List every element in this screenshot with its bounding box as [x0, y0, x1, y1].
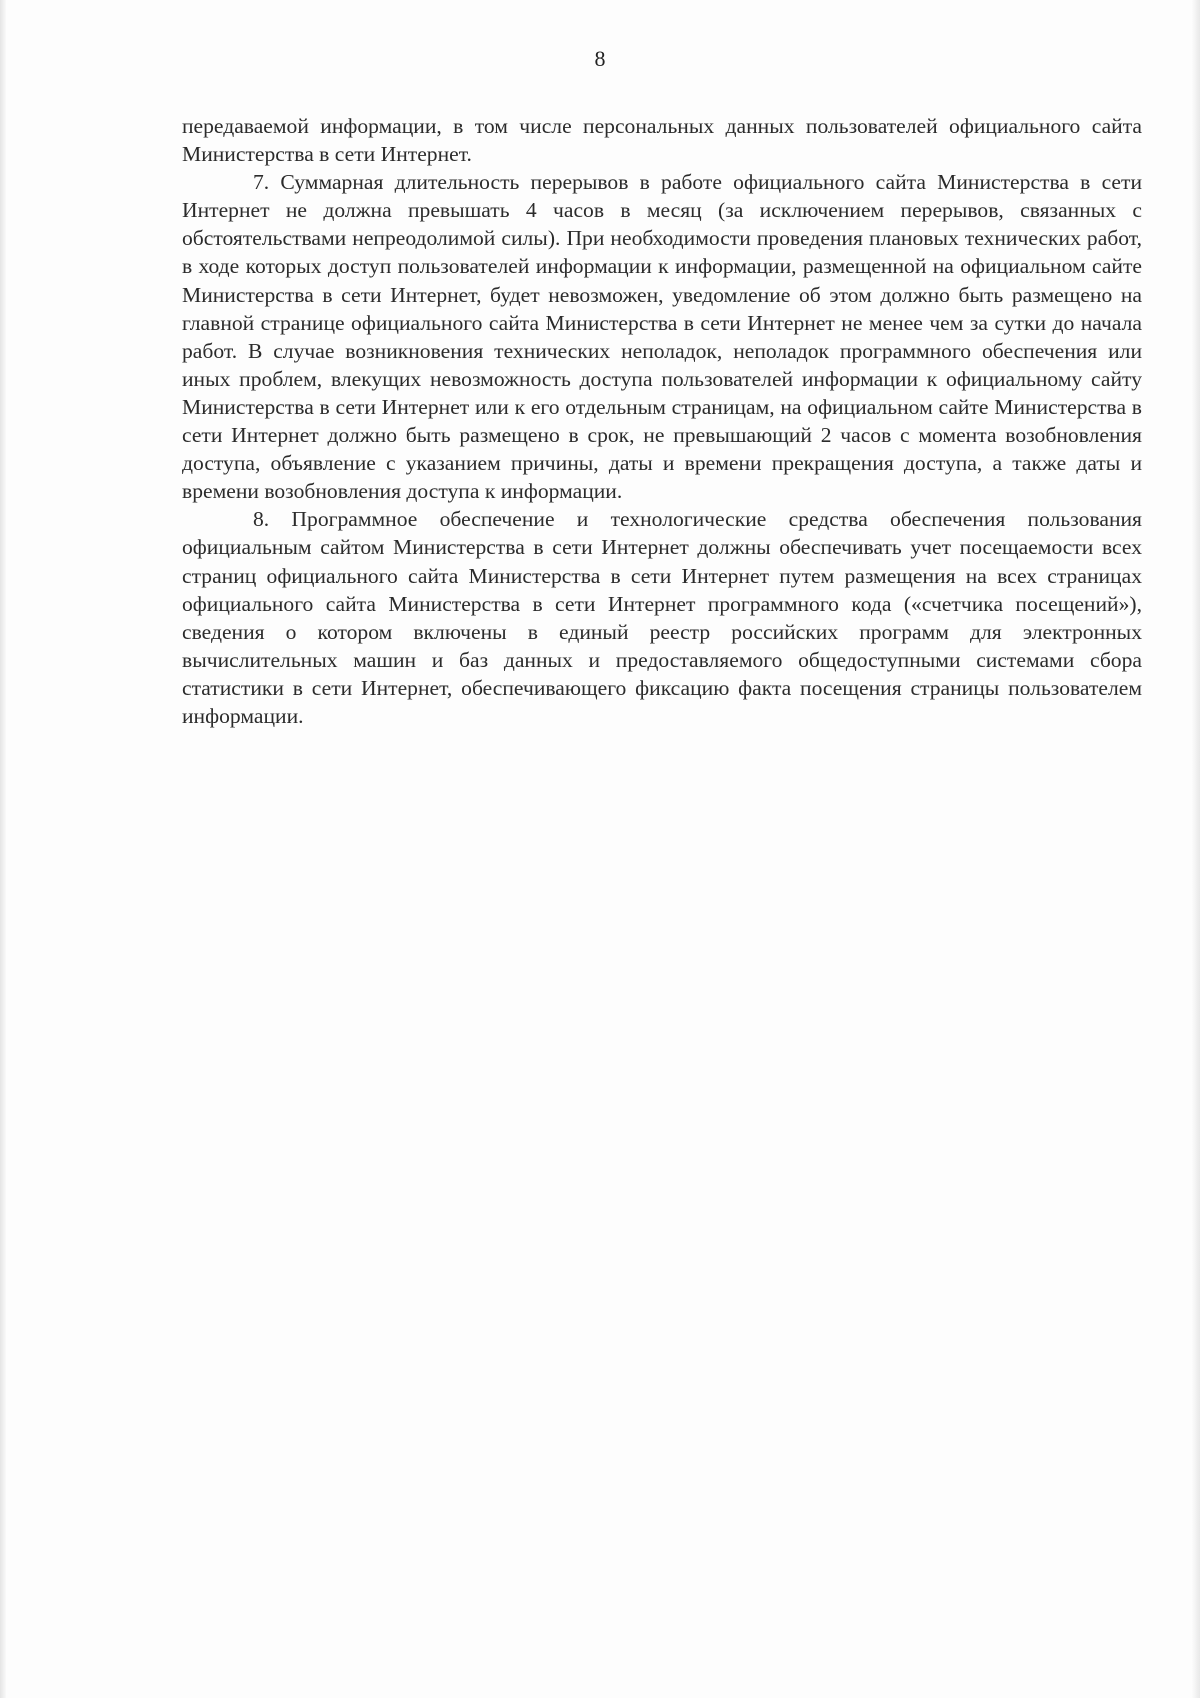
scan-edge-left — [0, 0, 6, 1698]
paragraph-item-8: 8. Программное обеспечение и технологические средства обеспечения пользования официальным сайтом Министерства в сети Интернет должны обеспечивать учет посещаемости всех страниц официального сайта Министерства в сети Интернет путем размещения на всех страницах официального сайта Министерства в сети Интернет программного кода («счетчика посещений»), сведения о котором включены в единый реестр российских программ для электронных вычислительных машин и баз данных и предоставляемого общедоступными системами сбора статистики в сети Интернет, обеспечивающего фиксацию факта посещения страницы пользователем информации. — [182, 507, 1142, 728]
page-number: 8 — [594, 46, 606, 71]
paragraph-item-7: 7. Суммарная длительность перерывов в работе официального сайта Министерства в сети Интернет не должна превышать 4 часов в месяц (за исключением перерывов, связанных с обстоятельствами непреодолимой силы). При необходимости проведения плановых технических работ, в ходе которых доступ пользователей информации к информации, размещенной на официальном сайте Министерства в сети Интернет, будет невозможен, уведомление об этом должно быть размещено на главной странице официального сайта Министерства в сети Интернет не менее чем за сутки до начала работ. В случае возникновения технических неполадок, неполадок программного обеспечения или иных проблем, влекущих невозможность доступа пользователей информации к официальному сайту Министерства в сети Интернет или к его отдельным страницам, на официальном сайте Министерства в сети Интернет должно быть размещено в срок, не превышающий 2 часов с момента возобновления доступа, объявление с указанием причины, даты и времени прекращения доступа, а также даты и времени возобновления доступа к информации. — [182, 170, 1142, 504]
paragraph-continuation: передаваемой информации, в том числе персональных данных пользователей официального сайта Министерства в сети Интернет. — [182, 114, 1142, 167]
document-body — [182, 112, 1142, 730]
scan-edge-right — [1192, 0, 1200, 1698]
